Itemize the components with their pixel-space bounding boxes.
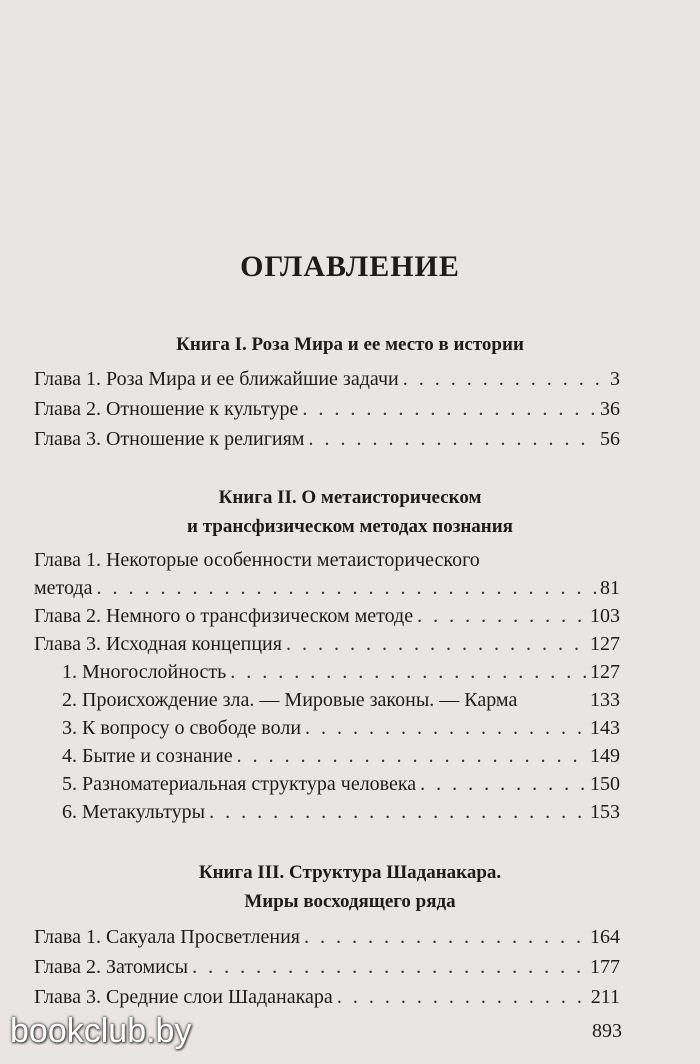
toc-entry-label: 6. Метакультуры — [62, 801, 206, 823]
toc-entry-label: Глава 3. Отношение к религиям — [34, 428, 305, 450]
toc-entry — [34, 394, 620, 424]
toc-subentry — [62, 797, 620, 827]
toc-entry-label: метода — [34, 577, 93, 599]
toc-entry-page: 211 — [590, 986, 620, 1008]
leader-dots — [192, 952, 586, 982]
toc-entry-page: 150 — [590, 773, 620, 795]
toc-entry-page: 164 — [590, 926, 620, 948]
toc-entry-page: 133 — [590, 689, 620, 711]
toc-entry-label: Глава 1. Роза Мира и ее ближайшие задачи — [34, 368, 399, 390]
toc-entry — [34, 545, 620, 575]
toc-entry-label: Глава 3. Исходная концепция — [34, 633, 282, 655]
page-number: 893 — [592, 1020, 622, 1042]
book-1-heading-line-1: Книга I. Роза Мира и ее место в истории — [176, 334, 524, 355]
toc-entry-page: 143 — [590, 717, 620, 739]
book-2-heading — [0, 483, 700, 541]
watermark: bookclub.by — [10, 1012, 192, 1050]
toc-entry-page: 56 — [600, 428, 620, 450]
toc-subentry — [62, 657, 620, 687]
toc-entry-page: 177 — [590, 956, 620, 978]
toc-entry-label: Глава 2. Отношение к культуре — [34, 398, 299, 420]
toc-entry — [34, 424, 620, 454]
toc-entry-label: Глава 2. Немного о трансфизическом методе — [34, 605, 414, 627]
toc-entry-page: 36 — [600, 398, 620, 420]
toc-entry — [34, 982, 620, 1012]
toc-entry — [34, 364, 620, 394]
leader-dots — [417, 601, 586, 631]
book-3-heading-line-1: Книга III. Структура Шаданакара. — [198, 862, 502, 883]
leader-dots — [305, 713, 586, 743]
leader-dots — [209, 797, 586, 827]
toc-entry-label: 2. Происхождение зла. — Мировые законы. — Карма — [62, 689, 518, 711]
leader-dots — [237, 741, 586, 771]
toc-entry-page: 149 — [590, 745, 620, 767]
toc-entry-label: Глава 1. Сакуала Просветления — [34, 926, 300, 948]
leader-dots — [304, 922, 586, 952]
toc-entry — [34, 573, 620, 603]
toc-entry — [34, 952, 620, 982]
toc-entry-page: 103 — [590, 605, 620, 627]
leader-dots — [97, 573, 597, 603]
leader-dots — [230, 657, 586, 687]
leader-dots — [403, 364, 606, 394]
toc-entry-page: 153 — [590, 801, 620, 823]
toc-entry — [34, 601, 620, 631]
toc-entry-label: Глава 1. Некоторые особенности метаисторического — [34, 549, 480, 571]
book-2-heading-line-1: Книга II. О метаисторическом — [218, 487, 482, 508]
leader-dots — [302, 394, 596, 424]
toc-entry-page: 81 — [600, 577, 620, 599]
toc-entry-label: 1. Многослойность — [62, 661, 227, 683]
leader-dots — [286, 629, 586, 659]
toc-entry-label: Глава 2. Затомисы — [34, 956, 189, 978]
toc-subentry — [62, 769, 620, 799]
book-1-heading — [0, 330, 700, 359]
book-2-heading-line-2: и трансфизическом методах познания — [187, 516, 513, 537]
toc-entry — [34, 922, 620, 952]
toc-subentry — [62, 685, 620, 715]
toc-entry-label: Глава 3. Средние слои Шаданакара — [34, 986, 333, 1008]
toc-entry-page: 3 — [610, 368, 620, 390]
toc-entry-page: 127 — [590, 633, 620, 655]
toc-entry-page: 127 — [590, 661, 620, 683]
toc-entry-label: 4. Бытие и сознание — [62, 745, 233, 767]
book-3-heading-line-2: Миры восходящего ряда — [244, 891, 456, 912]
page-title: ОГЛАВЛЕНИЕ — [240, 250, 460, 283]
toc-subentry — [62, 713, 620, 743]
leader-dots — [420, 769, 586, 799]
leader-dots — [337, 982, 587, 1012]
toc-subentry — [62, 741, 620, 771]
book-3-heading — [0, 858, 700, 916]
leader-dots — [308, 424, 596, 454]
toc-entry-label: 5. Разноматериальная структура человека — [62, 773, 417, 795]
toc-entry — [34, 629, 620, 659]
toc-entry-label: 3. К вопросу о свободе воли — [62, 717, 302, 739]
